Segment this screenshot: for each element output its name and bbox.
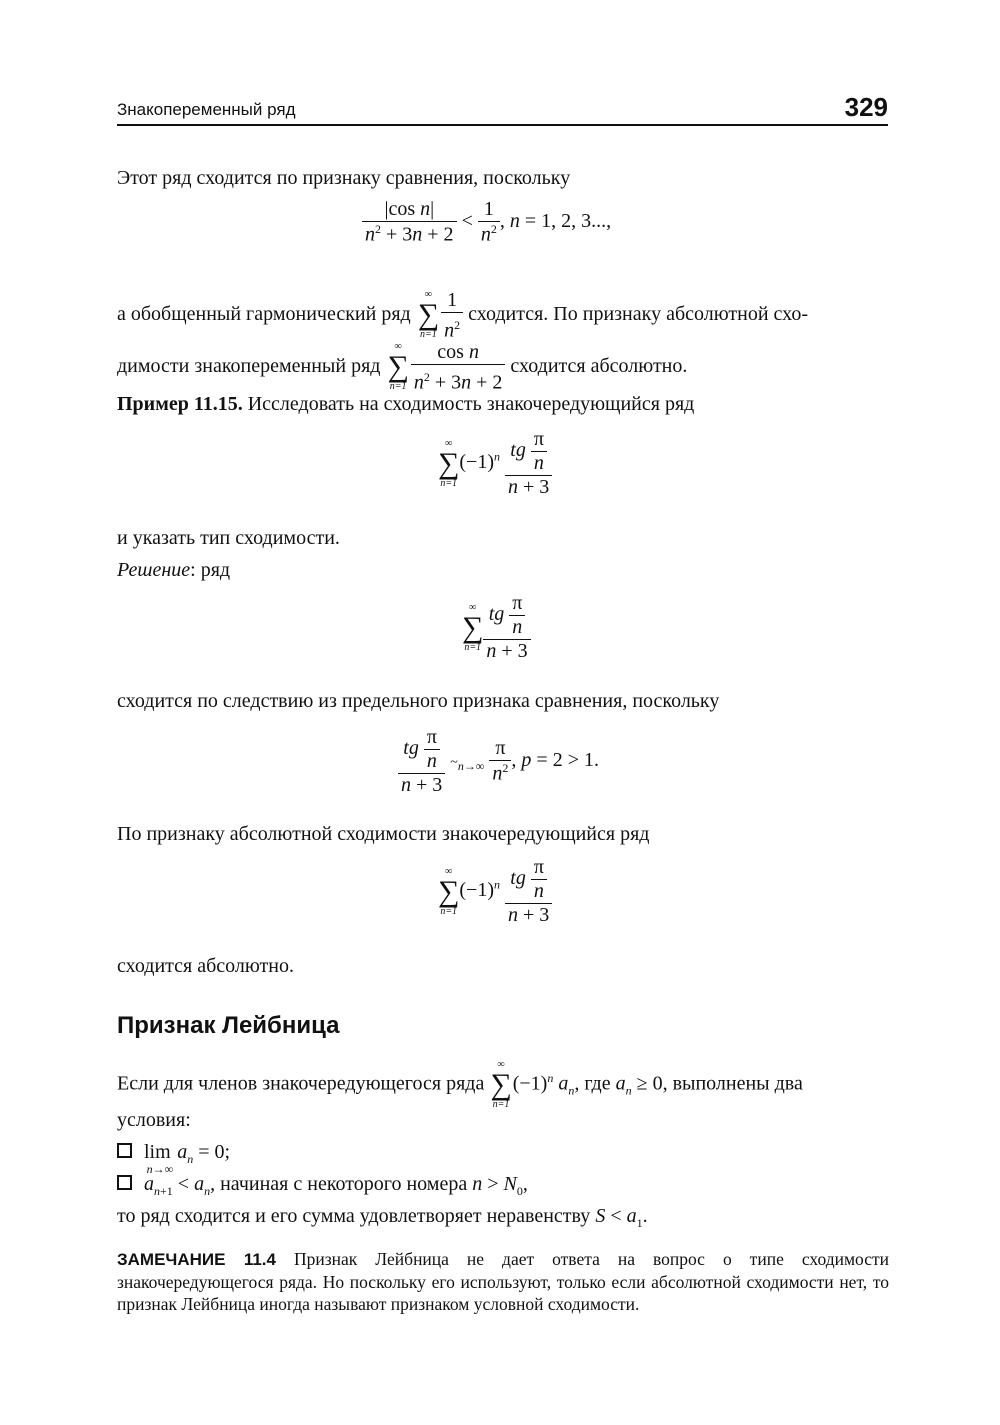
conclusion-text: то ряд сходится и его сумма удовлетворяет неравенству: [117, 1205, 591, 1227]
example-line: [117, 392, 694, 416]
paragraph-4: и указать тип сходимости.: [117, 527, 340, 549]
paragraph-7: сходится абсолютно.: [117, 955, 294, 977]
p3-start: димости знакопеременный ряд: [117, 354, 381, 377]
paragraph-2: а обобщенный гармонический ряд ∞ ∑ n=1 $\frac{1}{n^2}$ сходится. По признаку абсолютной схо-: [117, 289, 809, 342]
paragraph-5: сходится по следствию из предельного признака сравнения, поскольку: [117, 690, 720, 712]
intro-start: Если для членов знакочередующегося ряда: [117, 1072, 485, 1095]
p2-start: а обобщенный гармонический ряд: [117, 302, 411, 325]
condition-2: $a_{n+1} < a_n$, начиная с некоторого номера $n > N_0$,: [117, 1172, 528, 1203]
header-rule: [117, 124, 888, 126]
formula-series-1: ∞ ∑ n=1 $(-1)^n$ tg $\frac{\pi}{n}$ n + 3: [438, 428, 552, 499]
page-number: 329: [844, 92, 888, 122]
leibniz-intro: Если для членов знакочередующегося ряда ∞ ∑ n=1 $(-1)^n$ $a_n$, где $a_n \ge 0$, выполнены два: [117, 1059, 803, 1110]
formula-series-3: ∞ ∑ n=1 $(-1)^n$ tg $\frac{\pi}{n}$ n + 3: [438, 856, 552, 927]
paragraph-3: димости знакопеременный ряд ∞ ∑ n=1 $\frac{\text{cos n}}{n^2 + 3n + 2}$ сходится абсолютно.: [117, 341, 688, 394]
p2-end: сходится. По признаку абсолютной схо-: [468, 302, 809, 325]
section-heading: Признак Лейбница: [117, 1012, 340, 1039]
checkbox-bullet-icon: [117, 1143, 132, 1158]
intro-mid: , где: [574, 1072, 611, 1095]
cond2-text: , начиная с некоторого номера: [210, 1173, 468, 1195]
formula-series-2: ∞ ∑ n=1 tg $\frac{\pi}{n}$ n + 3: [462, 592, 531, 663]
checkbox-bullet-icon: [117, 1175, 132, 1190]
intro-end: выполнены два: [672, 1072, 803, 1095]
conditions-label: условия:: [117, 1109, 191, 1131]
running-header: Знакопеременный ряд: [117, 100, 296, 119]
formula-comparison: $\frac{\text{|cos n|}}{n^2 + 3n + 2}$ < $\frac{1}{n^2}$ , n = 1, 2, 3...,: [362, 198, 611, 247]
solution-text: : ряд: [190, 559, 231, 581]
formula-limit-comparison: tg $\frac{\pi}{n}$ n + 3 $\sim_{n\to\infty}$ $\frac{\pi}{n^2}$ , p = 2 > 1.: [398, 726, 599, 797]
remark-label: ЗАМЕЧАНИЕ 11.4: [117, 1250, 276, 1269]
example-text: Исследовать на сходимость знакочередующийся ряд: [247, 393, 695, 415]
conclusion: то ряд сходится и его сумма удовлетворяет неравенству $S < a_1$.: [117, 1205, 648, 1230]
example-label: Пример 11.15.: [117, 393, 243, 415]
solution-label: Решение: [117, 559, 191, 581]
remark-text: Признак Лейбница не дает ответа на вопрос о типе сходимости знакочередующегося ряда. Но поскольку его используют, только если абсолютной сходимости нет, то признак Лейбница иногда называют признаком условной сходимости.: [117, 1249, 890, 1314]
p3-end: сходится абсолютно.: [510, 354, 688, 377]
condition-1: $\lim_{n\to\infty}a_n = 0$;: [117, 1140, 230, 1171]
remark-block: [117, 1248, 889, 1315]
solution-line: [117, 558, 230, 582]
paragraph-1: Этот ряд сходится по признаку сравнения, поскольку: [117, 167, 571, 189]
paragraph-6: По признаку абсолютной сходимости знакочередующийся ряд: [117, 823, 650, 845]
